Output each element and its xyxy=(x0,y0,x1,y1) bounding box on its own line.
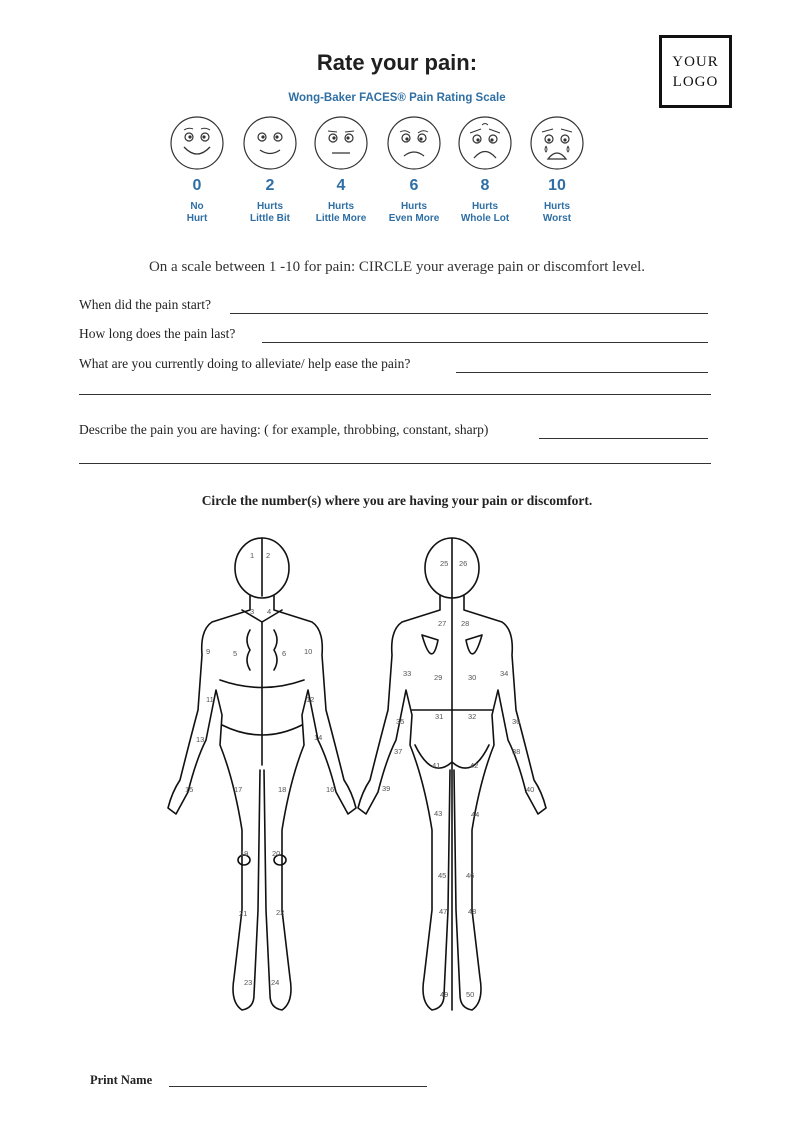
face-label-line2: Little Bit xyxy=(250,213,290,224)
region-12[interactable]: 12 xyxy=(306,695,315,704)
region-22[interactable]: 22 xyxy=(276,908,285,917)
region-24[interactable]: 24 xyxy=(271,978,280,987)
region-33[interactable]: 33 xyxy=(403,669,412,678)
face-hurts-little-bit-icon xyxy=(242,115,298,171)
face-value: 4 xyxy=(336,177,346,194)
print-name-line[interactable] xyxy=(169,1086,427,1087)
question-pain-start: When did the pain start? xyxy=(79,297,211,312)
face-8[interactable] xyxy=(455,115,515,225)
region-23[interactable]: 23 xyxy=(244,978,253,987)
region-9[interactable]: 9 xyxy=(206,647,211,656)
face-label-line1: Hurts xyxy=(327,201,355,212)
region-3[interactable]: 3 xyxy=(250,607,255,616)
region-18[interactable]: 18 xyxy=(278,785,287,794)
face-label-line2: Whole Lot xyxy=(460,213,510,224)
face-hurts-even-more-icon xyxy=(386,115,442,171)
face-2[interactable] xyxy=(240,115,300,225)
region-49[interactable]: 49 xyxy=(440,990,449,999)
region-30[interactable]: 30 xyxy=(468,673,477,682)
face-label-line1: Hurts xyxy=(471,201,499,212)
face-label-line2: Little More xyxy=(315,213,367,224)
print-name-label: Print Name xyxy=(90,1073,153,1087)
region-2[interactable]: 2 xyxy=(266,551,271,560)
pain-scale-title: Wong-Baker FACES® Pain Rating Scale xyxy=(288,92,506,104)
face-label-line2: Worst xyxy=(542,213,572,224)
region-41[interactable]: 41 xyxy=(432,761,441,770)
region-46[interactable]: 46 xyxy=(466,871,475,880)
region-6[interactable]: 6 xyxy=(282,649,287,658)
face-value: 6 xyxy=(409,177,419,194)
page-title: Rate your pain: xyxy=(316,50,478,75)
region-19[interactable]: 19 xyxy=(240,849,249,858)
region-20[interactable]: 20 xyxy=(272,849,281,858)
region-36[interactable]: 36 xyxy=(512,717,521,726)
region-10[interactable]: 10 xyxy=(304,647,313,656)
face-hurts-whole-lot-icon xyxy=(457,115,513,171)
region-40[interactable]: 40 xyxy=(526,785,535,794)
body-map-instruction: Circle the number(s) where you are having your pain or discomfort. xyxy=(201,493,593,508)
region-4[interactable]: 4 xyxy=(267,607,272,616)
region-14[interactable]: 14 xyxy=(314,733,323,742)
answer-line-describe-pain-continued[interactable] xyxy=(79,463,711,464)
face-label-line2: Hurt xyxy=(186,213,208,224)
region-11[interactable]: 11 xyxy=(206,695,214,704)
region-25[interactable]: 25 xyxy=(440,559,449,568)
question-pain-duration: How long does the pain last? xyxy=(79,326,236,341)
face-0[interactable] xyxy=(167,115,227,225)
back-body-outline xyxy=(358,538,546,1010)
pain-scale-instruction: On a scale between 1 -10 for pain: CIRCLE your average pain or discomfort level. xyxy=(148,259,646,275)
region-28[interactable]: 28 xyxy=(461,619,470,628)
region-48[interactable]: 48 xyxy=(468,907,477,916)
region-31[interactable]: 31 xyxy=(435,712,444,721)
region-17[interactable]: 17 xyxy=(234,785,243,794)
face-value: 2 xyxy=(265,177,275,194)
region-26[interactable]: 26 xyxy=(459,559,468,568)
body-diagram xyxy=(150,530,570,1030)
answer-line-pain-start[interactable] xyxy=(230,313,708,314)
region-39[interactable]: 39 xyxy=(382,784,391,793)
logo-text-line1: YOUR xyxy=(672,53,719,70)
region-38[interactable]: 38 xyxy=(512,747,521,756)
question-describe-pain: Describe the pain you are having: ( for example, throbbing, constant, sharp) xyxy=(79,422,489,437)
face-6[interactable] xyxy=(384,115,444,225)
face-label-line1: Hurts xyxy=(256,201,284,212)
body-region-numbers xyxy=(185,551,534,999)
region-27[interactable]: 27 xyxy=(438,619,447,628)
region-35[interactable]: 35 xyxy=(396,717,405,726)
answer-line-describe-pain[interactable] xyxy=(539,438,708,439)
region-21[interactable]: 21 xyxy=(239,909,248,918)
region-13[interactable]: 13 xyxy=(196,735,205,744)
face-label-line2: Even More xyxy=(388,213,440,224)
answer-line-alleviate-continued[interactable] xyxy=(79,394,711,395)
face-label-line1: No xyxy=(190,201,204,212)
face-label-line1: Hurts xyxy=(400,201,428,212)
question-alleviate: What are you currently doing to alleviate/ help ease the pain? xyxy=(79,356,411,371)
region-45[interactable]: 45 xyxy=(438,871,447,880)
region-16[interactable]: 16 xyxy=(326,785,335,794)
region-34[interactable]: 34 xyxy=(500,669,509,678)
region-42[interactable]: 42 xyxy=(470,761,479,770)
region-1[interactable]: 1 xyxy=(250,551,255,560)
face-4[interactable] xyxy=(311,115,371,225)
face-hurts-worst-icon xyxy=(529,115,585,171)
region-47[interactable]: 47 xyxy=(439,907,448,916)
region-32[interactable]: 32 xyxy=(468,712,477,721)
face-value: 10 xyxy=(548,177,566,194)
logo-text-line2: LOGO xyxy=(672,73,719,90)
face-10[interactable] xyxy=(527,115,587,225)
front-body-outline xyxy=(168,538,356,1010)
region-37[interactable]: 37 xyxy=(394,747,403,756)
region-15[interactable]: 15 xyxy=(185,785,194,794)
region-50[interactable]: 50 xyxy=(466,990,475,999)
face-value: 8 xyxy=(480,177,490,194)
region-44[interactable]: 44 xyxy=(471,810,480,819)
region-5[interactable]: 5 xyxy=(233,649,238,658)
face-label-line1: Hurts xyxy=(543,201,571,212)
region-43[interactable]: 43 xyxy=(434,809,443,818)
answer-line-alleviate[interactable] xyxy=(456,372,708,373)
region-29[interactable]: 29 xyxy=(434,673,443,682)
logo-placeholder xyxy=(659,35,732,108)
answer-line-pain-duration[interactable] xyxy=(262,342,708,343)
face-hurts-little-more-icon xyxy=(313,115,369,171)
face-value: 0 xyxy=(192,177,202,194)
face-no-hurt-icon xyxy=(169,115,225,171)
